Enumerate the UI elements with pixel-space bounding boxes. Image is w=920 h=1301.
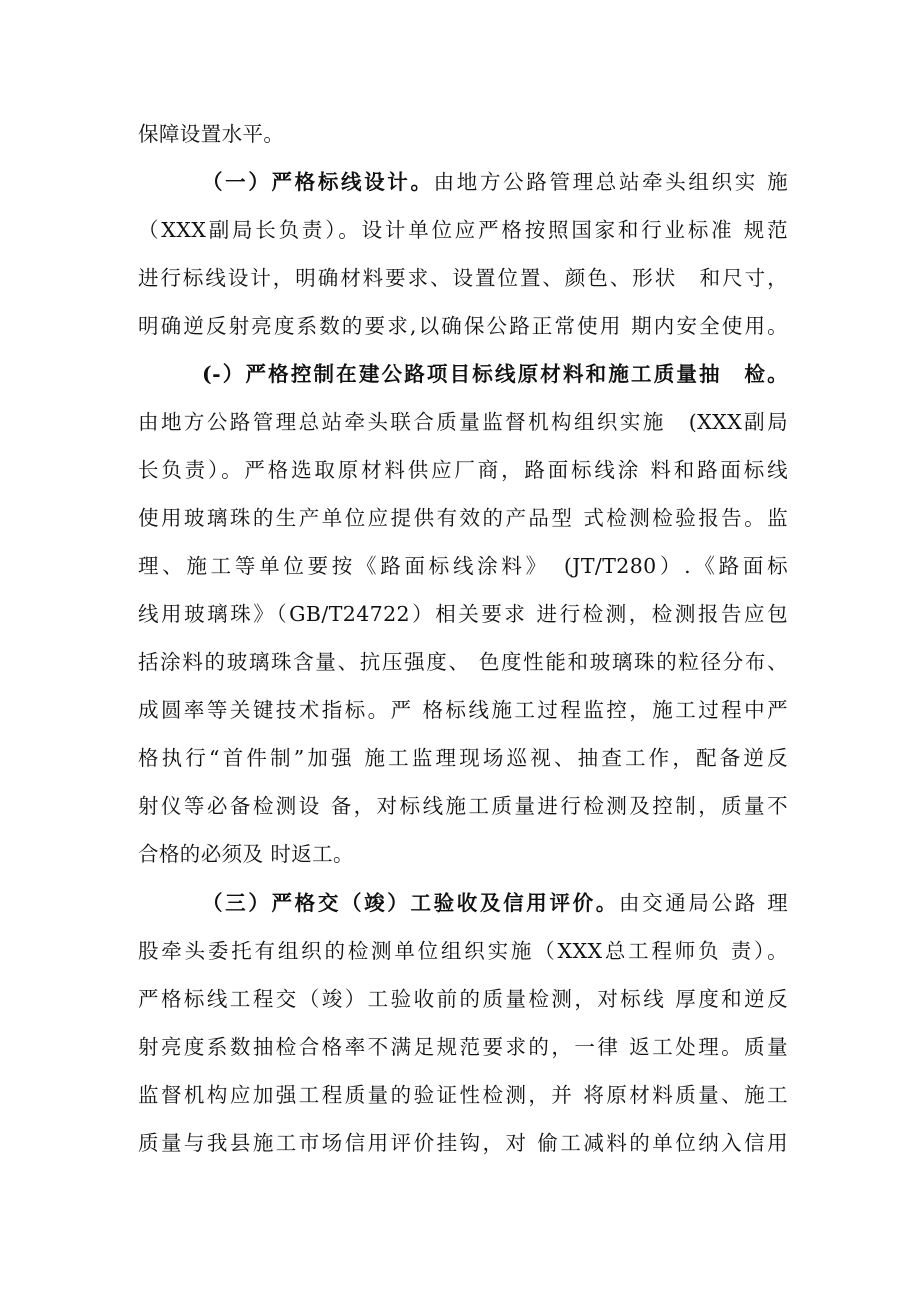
text-line (138, 1123, 788, 1163)
line-text: 由地方公路管理总站牵头联合质量监督机构组织实施 (XXX副局 (138, 410, 788, 434)
line-text: 线用玻璃珠》（GB/T24722）相关要求 进行检测，检测报告应包 (138, 602, 788, 626)
line-text: 严格标线工程交（竣）工验收前的质量检测，对标线 厚度和逆反 (138, 987, 788, 1011)
text-line (138, 258, 788, 298)
text-line (138, 786, 788, 826)
text-line (138, 979, 788, 1019)
line-text: 长负责）。严格选取原材料供应厂商，路面标线涂 料和路面标线 (138, 458, 788, 482)
text-line (138, 1027, 788, 1067)
text-line (138, 450, 788, 490)
section-heading: (-）严格控制在建公路项目标线原材料和施工质量抽 检。 (202, 362, 788, 386)
section-heading-line (202, 162, 788, 202)
text-line (138, 402, 788, 442)
text-line (138, 210, 788, 250)
line-text: 股牵头委托有组织的检测单位组织实施（XXX总工程师负 责）。 (138, 939, 788, 963)
section-heading: （三）严格交（竣）工验收及信用评价。 (202, 891, 619, 915)
text-line (138, 114, 788, 154)
text-line (138, 690, 788, 730)
line-text: 由交通局公路 理 (618, 891, 788, 915)
line-text: 格执行“首件制”加强 施工监理现场巡视、抽查工作，配备逆反 (138, 746, 788, 770)
line-text: 监督机构应加强工程质量的验证性检测，并 将原材料质量、施工 (138, 1083, 788, 1107)
line-text: 保障设置水平。 (138, 122, 285, 146)
line-text: 合格的必须及 时返工。 (138, 842, 354, 866)
text-line (138, 594, 788, 634)
line-text: 理、施工等单位要按《路面标线涂料》 (JT/T280）.《路面标 (138, 554, 788, 578)
text-line (138, 1075, 788, 1115)
section-heading-line (202, 354, 788, 394)
line-text: 射亮度系数抽检合格率不满足规范要求的，一律 返工处理。质量 (138, 1035, 788, 1059)
text-line (138, 738, 788, 778)
line-text: 明确逆反射亮度系数的要求,以确保公路正常使用 期内安全使用。 (138, 314, 788, 338)
text-line (138, 931, 788, 971)
line-text: （XXX副局长负责）。设计单位应严格按照国家和行业标准 规范 (138, 218, 788, 242)
text-line (138, 546, 788, 586)
text-line (138, 642, 788, 682)
text-line (138, 306, 788, 346)
line-text: 由地方公路管理总站牵头组织实 施 (433, 170, 788, 194)
line-text: 括涂料的玻璃珠含量、抗压强度、 色度性能和玻璃珠的粒径分布、 (138, 650, 788, 674)
line-text: 质量与我县施工市场信用评价挂钩，对 偷工减料的单位纳入信用 (138, 1131, 788, 1155)
line-text: 射仪等必备检测设 备，对标线施工质量进行检测及控制，质量不 (138, 794, 788, 818)
text-line (138, 498, 788, 538)
section-heading: （一）严格标线设计。 (202, 170, 434, 194)
section-heading-line (202, 883, 788, 923)
text-line (138, 834, 788, 874)
line-text: 使用玻璃珠的生产单位应提供有效的产品型 式检测检验报告。监 (138, 506, 788, 530)
line-text: 进行标线设计，明确材料要求、设置位置、颜色、形状 和尺寸， (138, 266, 788, 290)
line-text: 成圆率等关键技术指标。严 格标线施工过程监控，施工过程中严 (138, 698, 788, 722)
